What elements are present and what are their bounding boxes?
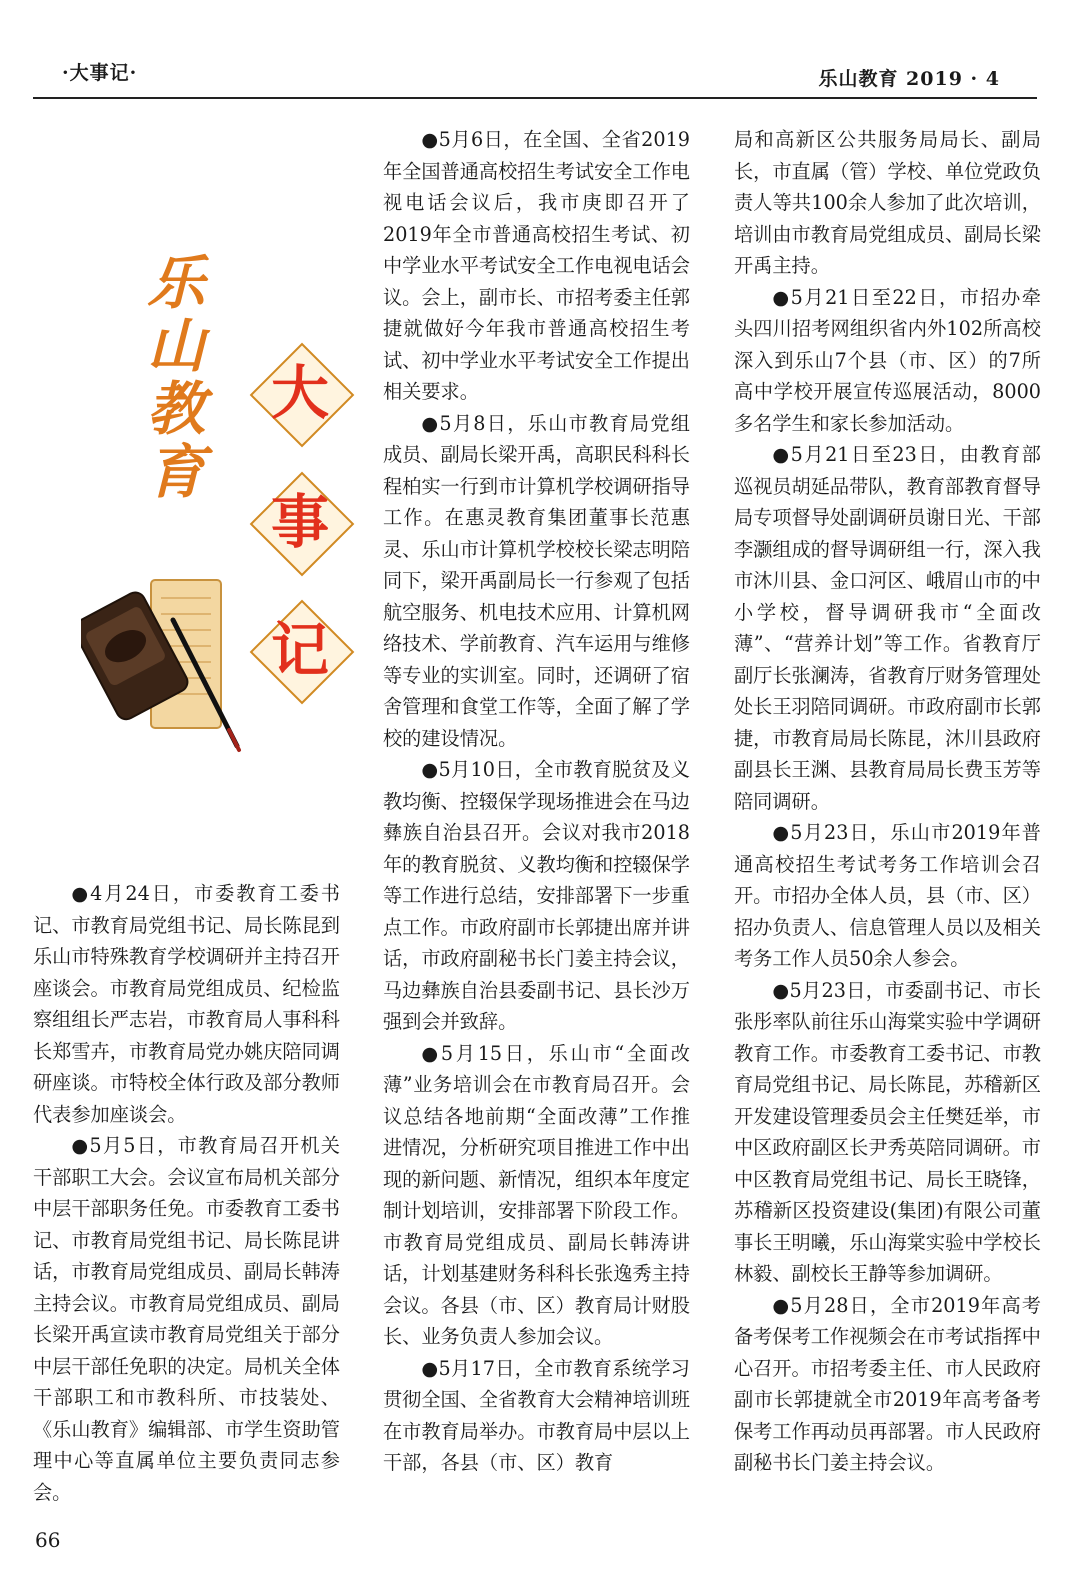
- page-number: 66: [35, 1528, 61, 1552]
- seal-scroll-brush-icon: [81, 570, 251, 760]
- title-diamond: [251, 344, 349, 442]
- news-paragraph-continued: 局和高新区公共服务局局长、副局长，市直属（管）学校、单位党政负责人等共100余人参加了此次培训，培训由市教育局党组成员、副局长梁开禹主持。: [734, 128, 1041, 277]
- column-1: [33, 878, 340, 1508]
- news-paragraph: ●5月21日至23日，由教育部巡视员胡延品带队，教育部教育督导局专项督导处副调研员谢日光、干部李灏组成的督导调研组一行，深入我市沐川县、金口河区、峨眉山市的中小学校，督导调研我市“全面改薄”、“营养计划”等工作。省教育厅副厅长张澜涛，省教育厅财务管理处处长王羽陪同调研。市政府副市长郭捷，市教育局局长陈昆，沐川县政府副县长王渊、县教育局局长费玉芳等陪同调研。: [734, 443, 1041, 813]
- title-diamond: [251, 473, 349, 571]
- news-paragraph: ●5月23日，市委副书记、市长张彤率队前往乐山海棠实验中学调研教育工作。市委教育工委书记、市教育局党组书记、局长陈昆，苏稽新区开发建设管理委员会主任樊廷举，市中区政府副区长尹秀英陪同调研。市中区教育局党组书记、局长王晓锋，苏稽新区投资建设(集团)有限公司董事长王明曦，乐山海棠实验中学校长林毅、副校长王静等参加调研。: [734, 978, 1041, 1285]
- news-paragraph: ●5月8日，乐山市教育局党组成员、副局长梁开禹，高职民科科长程柏实一行到市计算机学校调研指导工作。在惠灵教育集团董事长范惠灵、乐山市计算机学校校长梁志明陪同下，梁开禹副局长一行参观了包括航空服务、机电技术应用、计算机网络技术、学前教育、汽车运用与维修等专业的实训室。同时，还调研了宿舍管理和食堂工作等，全面了解了学校的建设情况。: [383, 411, 690, 750]
- title-diamond: [251, 601, 349, 699]
- header-rule: [33, 97, 1037, 99]
- news-paragraph: ●5月5日，市教育局召开机关干部职工大会。会议宣布局机关部分中层干部职务任免。市委教育工委书记、市教育局党组书记、局长陈昆讲话，市教育局党组成员、副局长韩涛主持会议。市教育局党组成员、副局长梁开禹宣读市教育局党组关于部分中层干部任免职的决定。局机关全体干部职工和市教科所、市技装处、《乐山教育》编辑部、市学生资助管理中心等直属单位主要负责同志参会。: [33, 1134, 340, 1504]
- news-paragraph: ●5月6日，在全国、全省2019年全国普通高校招生考试安全工作电视电话会议后，我市庚即召开了2019年全市普通高校招生考试、初中学业水平考试安全工作电视电话会议。会上，副市长、市招考委主任郭捷就做好今年我市普通高校招生考试、初中学业水平考试安全工作提出相关要求。: [383, 128, 690, 403]
- calligraphy-char: 山: [146, 312, 205, 380]
- news-paragraph: ●5月23日，乐山市2019年普通高校招生考试考务工作培训会召开。市招办全体人员，县（市、区）招办负责人、信息管理人员以及相关考务工作人员50余人参会。: [734, 821, 1041, 970]
- title-artwork: [33, 240, 363, 780]
- news-paragraph: ●5月10日，全市教育脱贫及义教均衡、控辍保学现场推进会在马边彝族自治县召开。会议对我市2018年的教育脱贫、义教均衡和控辍保学等工作进行总结，安排部署下一步重点工作。市政府副市长郭捷出席并讲话，市政府副秘书长门姜主持会议，马边彝族自治县委副书记、县长沙万强到会并致辞。: [383, 758, 690, 1033]
- calligraphy-char: 乐: [146, 249, 205, 317]
- calligraphy-title: [141, 249, 211, 506]
- column-3: [734, 124, 1041, 1479]
- calligraphy-char: 教: [146, 375, 205, 443]
- news-paragraph: ●5月15日，乐山市“全面改薄”业务培训会在市教育局召开。会议总结各地前期“全面改薄”工作推进情况，分析研究项目推进工作中出现的新问题、新情况，组织本年度定制计划培训，安排部署下阶段工作。市教育局党组成员、副局长韩涛讲话，计划基建财务科科长张逸秀主持会议。各县（市、区）教育局计财股长、业务负责人参加会议。: [383, 1041, 690, 1348]
- section-label: ·大事记·: [62, 62, 138, 84]
- news-paragraph: ●5月28日，全市2019年高考备考保考工作视频会在市考试指挥中心召开。市招考委主任、市人民政府副市长郭捷就全市2019年高考备考保考工作再动员再部署。市人民政府副秘书长门姜主持会议。: [734, 1293, 1041, 1474]
- magazine-issue: 乐山教育 2019 · 4: [818, 68, 1000, 90]
- news-paragraph: ●5月21日至22日，市招办牵头四川招考网组织省内外102所高校深入到乐山7个县（市、区）的7所高中学校开展宣传巡展活动，8000多名学生和家长参加活动。: [734, 285, 1041, 435]
- column-2: [383, 124, 690, 1479]
- news-paragraph: ●4月24日，市委教育工委书记、市教育局党组书记、局长陈昆到乐山市特殊教育学校调研并主持召开座谈会。市教育局党组成员、纪检监察组组长严志岩，市教育局人事科科长郑雪卉，市教育局党办姚庆陪同调研座谈。市特校全体行政及部分教师代表参加座谈会。: [33, 882, 340, 1126]
- title-char: 事: [270, 488, 329, 556]
- calligraphy-char: 育: [146, 438, 205, 506]
- title-char: 大: [270, 359, 329, 427]
- news-paragraph: ●5月17日，全市教育系统学习贯彻全国、全省教育大会精神培训班在市教育局举办。市教育局中层以上干部，各县（市、区）教育: [383, 1356, 690, 1474]
- title-char: 记: [270, 616, 329, 684]
